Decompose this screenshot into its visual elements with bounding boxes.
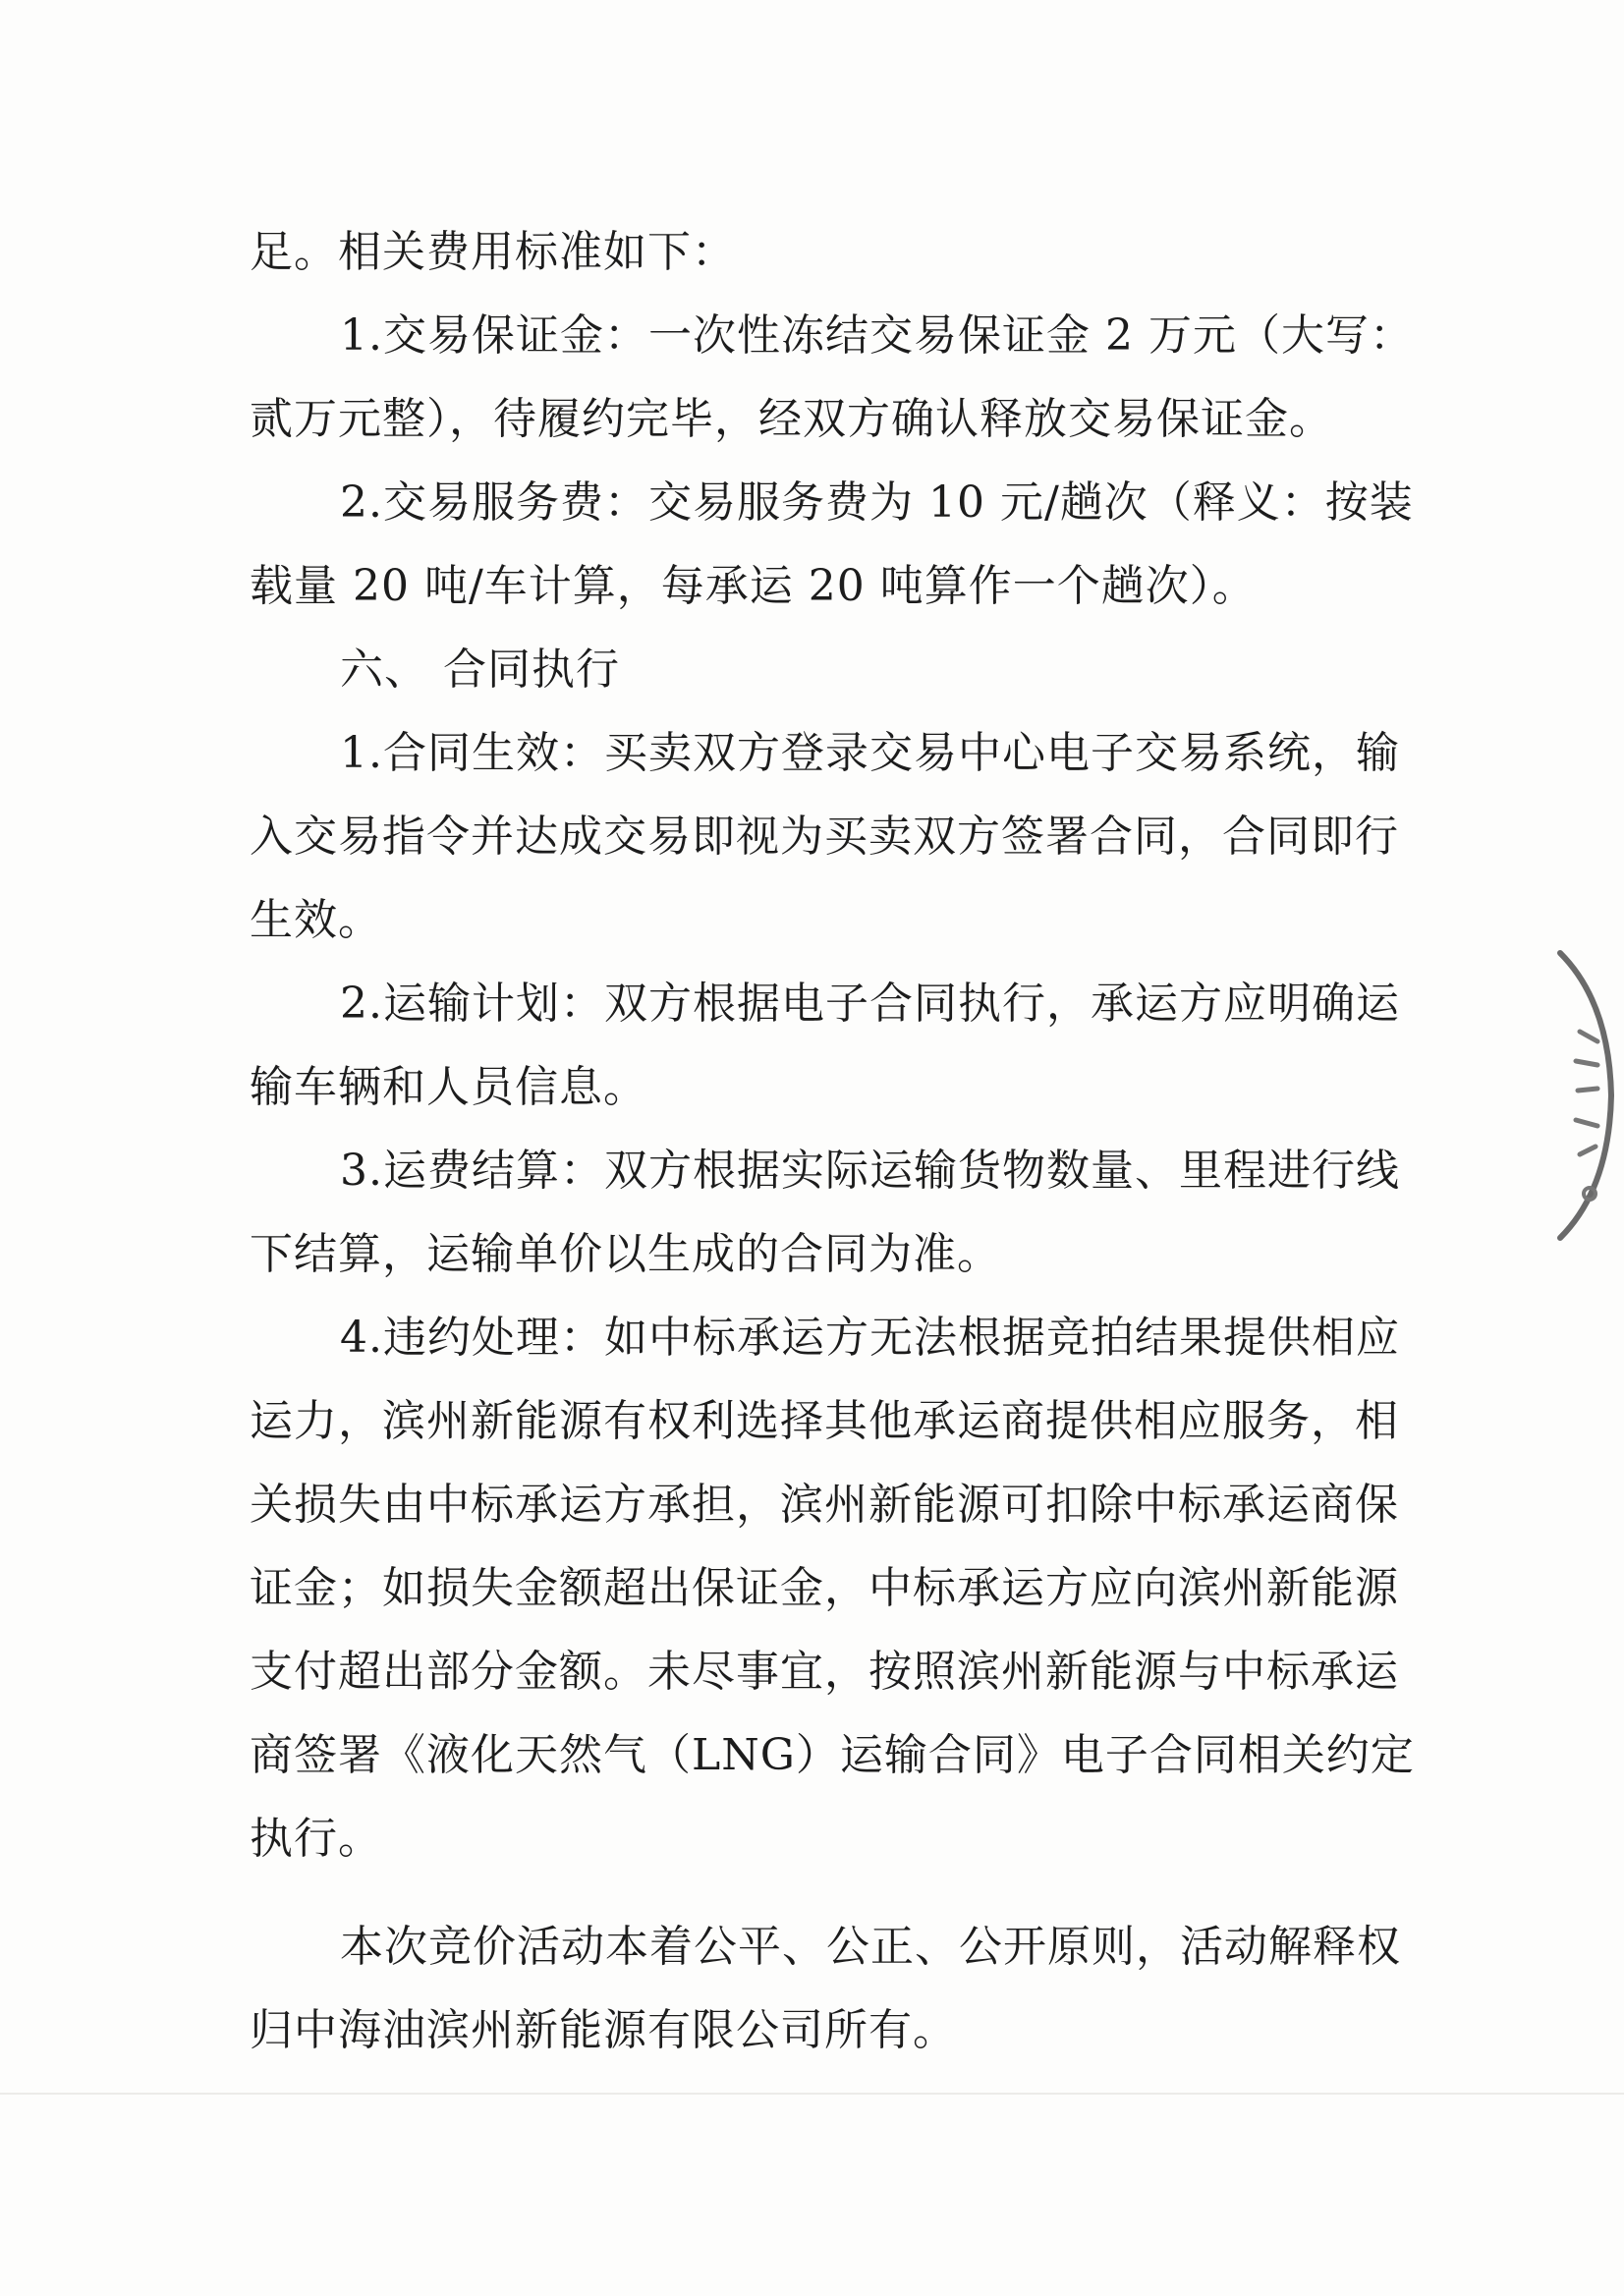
text-line-7: 1.合同生效：买卖双方登录交易中心电子交易系统，输 — [340, 728, 1400, 778]
seal-stamp-fragment — [1550, 943, 1619, 1248]
text-line-1: 足。相关费用标准如下： — [250, 227, 736, 277]
text-line-19: 商签署《液化天然气（LNG）运输合同》电子合同相关约定 — [250, 1730, 1415, 1780]
section-heading: 六、 合同执行 — [340, 644, 620, 695]
scan-artifact — [0, 2093, 1624, 2095]
text-line-20: 执行。 — [250, 1814, 382, 1864]
text-line-11: 输车辆和人员信息。 — [250, 1062, 647, 1112]
text-line-17: 证金；如损失金额超出保证金，中标承运方应向滨州新能源 — [250, 1563, 1399, 1613]
text-line-18: 支付超出部分金额。未尽事宜，按照滨州新能源与中标承运 — [250, 1647, 1399, 1697]
text-line-14: 4.违约处理：如中标承运方无法根据竞拍结果提供相应 — [340, 1313, 1400, 1363]
text-line-21: 本次竞价活动本着公平、公正、公开原则，活动解释权 — [340, 1922, 1401, 1972]
text-line-4: 2.交易服务费：交易服务费为 10 元/趟次（释义：按装 — [340, 477, 1414, 528]
text-line-3: 贰万元整），待履约完毕，经双方确认释放交易保证金。 — [250, 394, 1333, 444]
text-line-16: 关损失由中标承运方承担，滨州新能源可扣除中标承运商保 — [250, 1480, 1399, 1530]
text-line-12: 3.运费结算：双方根据实际运输货物数量、里程进行线 — [340, 1146, 1400, 1196]
text-line-13: 下结算，运输单价以生成的合同为准。 — [250, 1229, 1001, 1279]
text-line-8: 入交易指令并达成交易即视为买卖双方签署合同，合同即行 — [250, 812, 1399, 862]
text-line-5: 载量 20 吨/车计算，每承运 20 吨算作一个趟次）。 — [250, 561, 1257, 611]
text-line-10: 2.运输计划：双方根据电子合同执行，承运方应明确运 — [340, 979, 1400, 1029]
text-line-22: 归中海油滨州新能源有限公司所有。 — [250, 2005, 957, 2055]
text-line-2: 1.交易保证金：一次性冻结交易保证金 2 万元（大写： — [340, 310, 1414, 361]
text-line-9: 生效。 — [250, 895, 382, 945]
text-line-15: 运力，滨州新能源有权利选择其他承运商提供相应服务，相 — [250, 1396, 1399, 1446]
